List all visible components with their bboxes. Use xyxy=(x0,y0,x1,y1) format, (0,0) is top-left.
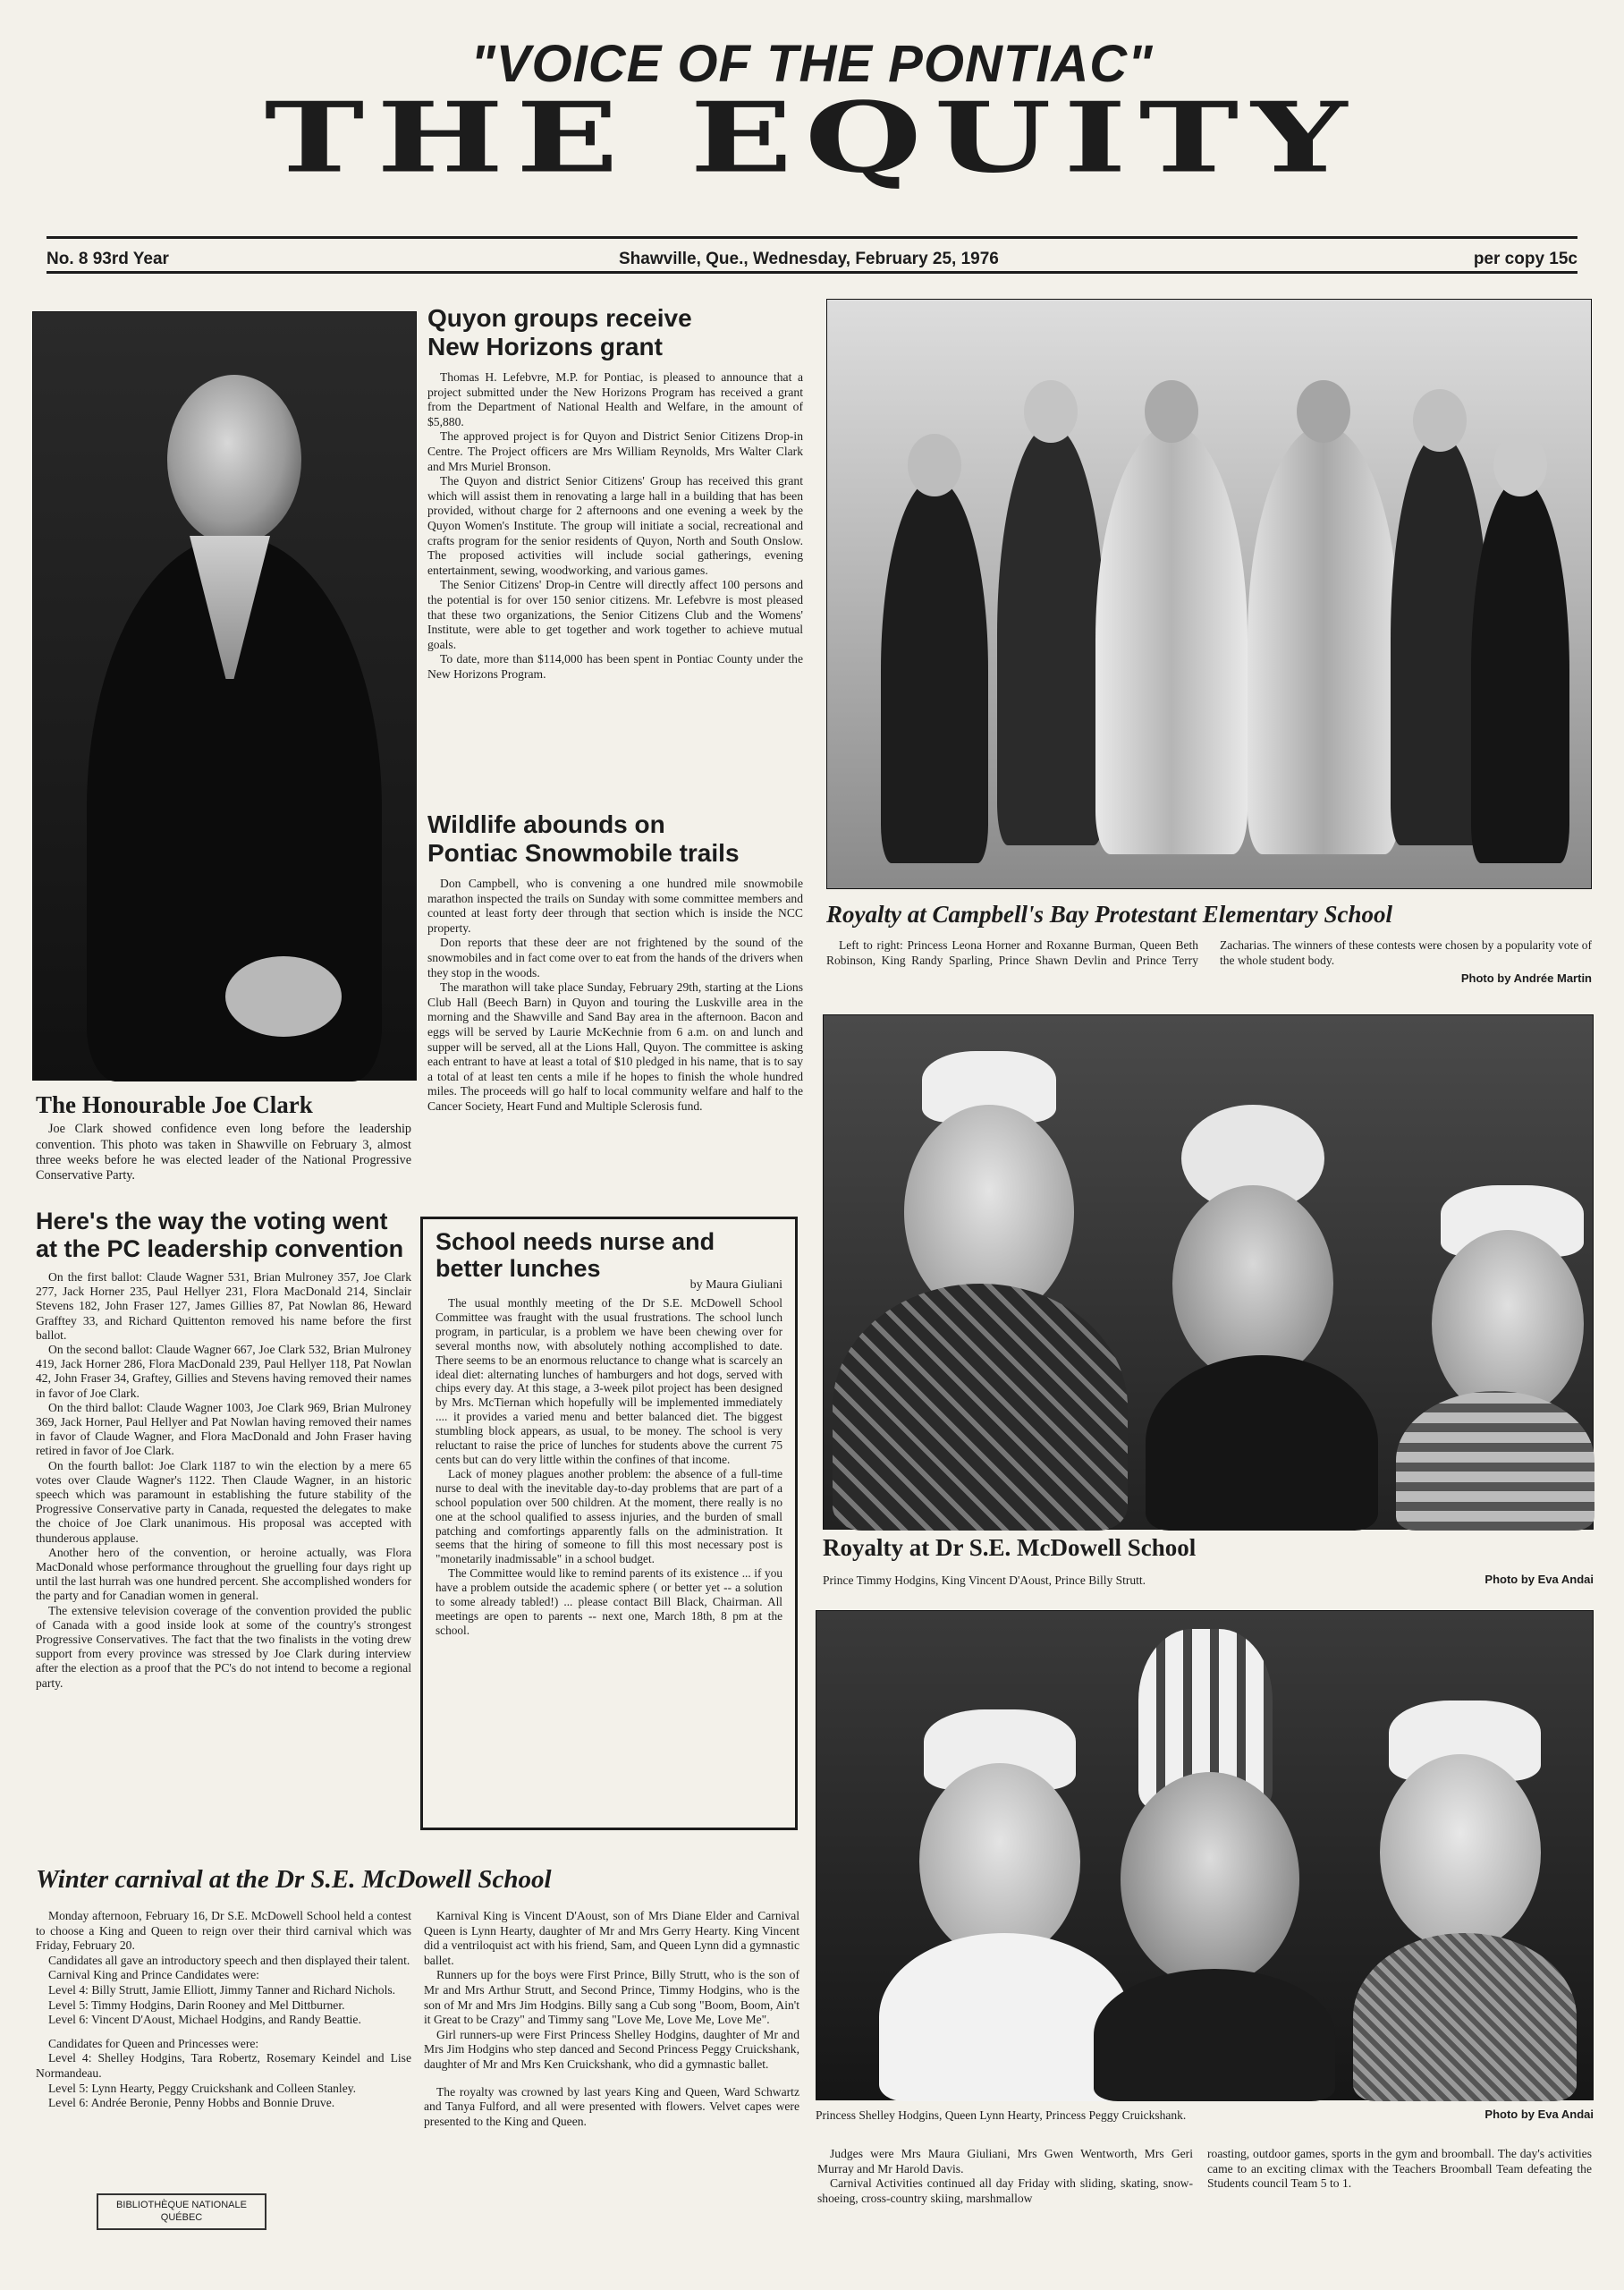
campbells-bay-headline: Royalty at Campbell's Bay Protestant Elementary School xyxy=(826,901,1392,928)
clark-article xyxy=(36,1091,411,1184)
masthead-rule-bottom xyxy=(47,271,1577,274)
carnival-col-2: Karnival King is Vincent D'Aoust, son of Mrs Diane Elder and Carnival Queen is Lynn Hearty, daughter of Mr and Mrs Gerry Hearty. King Vincent did a ventriloquist act with his friend, Sam, and Queen Lynn did a gymnastic ballet. Runners up for the boys were First Prince, Billy Strutt, who is the son of Mr and Mrs Arthur Strutt, and Second Prince, Timmy Hodgins, who is the son of Mr and Mrs Jim Hodgins. Billy sang a Cub song "Boom, Boom, Ain't it Great to be Crazy" and Timmy sang "Love Me, Love Me, Love Me". Girl runners-up were First Princess Shelley Hodgins, daughter of Mr and Mrs Jim Hodgins who step danced and Second Princess Peggy Cruickshank, daughter of Mr and Mrs Ken Cruickshank, who did a gymnastic ballet. The royalty was crowned by last years King and Queen, Ward Schwartz and Tanya Fulford, and all were presented with flowers. Velvet capes were presented to the King and Queen. xyxy=(424,1909,799,2128)
masthead-title: THE EQUITY xyxy=(264,81,1360,195)
voting-article xyxy=(36,1208,411,1691)
carnival-col-3: Judges were Mrs Maura Giuliani, Mrs Gwen Wentworth, Mrs Geri Murray and Mr Harold Davis. Carnival Activities continued all day Friday with sliding, skating, snow-shoeing, cross-country skiing, marshmallow xyxy=(817,2147,1193,2205)
nurse-byline: by Maura Giuliani xyxy=(689,1278,782,1292)
voting-body: On the first ballot: Claude Wagner 531, Brian Mulroney 357, Joe Clark 277, Jack Horner 235, Paul Hellyer 231, Flora MacDonald 214, Sinclair Stevens 182, John Fraser 127, James Gillies 87, Pat Nowlan 86, Heward Grafftey 33, and Richard Quittenton removed his name before the first ballot. On the second ballot: Claude Wagner 667, Joe Clark 532, Brian Mulroney 419, Jack Horner 286, Flora MacDonald 239, Paul Hellyer 118, Pat Nowlan 42, John Fraser 34, Graftey, Gillies and Stevens having removed their names in favor of Joe Clark. On the third ballot: Claude Wagner 1003, Joe Clark 969, Brian Mulroney 369, Jack Horner, Paul Hellyer and Pat Nowlan having removed their names in favor of Claude Wagner, and Flora MacDonald and John Fraser having retired in favor of Joe Clark. On the fourth ballot: Joe Clark 1187 to win the election by a mere 65 votes over Claude Wagner's 1122. Then Claude Wagner, in an historic speech which was paramount in establishing the future stability of the Progressive Conservative party in Canada, requested the delegates to make the choice of Joe Clark unanimous. His proposal was accepted with thunderous applause. Another hero of the convention, or heroine actually, was Flora MacDonald whose performance throughout the gruelling four days right up until the last hurrah was one hundred percent. She accomplished wonders for the party and for Canadian women in general. The extensive television coverage of the convention provided the public of Canada with a good inside look at some of the country's strongest Progressive Conservatives. The fact that the two finalists in the voting drew support from every province was stressed by Joe Clark during interview after the election as a proof that the PC's do not intend to become a regional party. xyxy=(36,1270,411,1690)
quyon-article xyxy=(427,304,803,682)
princess-caption-block xyxy=(816,2108,1594,2125)
campbells-bay-royalty-photo xyxy=(826,299,1592,889)
mcdowell-boys-photo xyxy=(823,1014,1594,1530)
mcdowell-credit: Photo by Eva Andai xyxy=(1484,1572,1594,1586)
wildlife-headline: Wildlife abounds on Pontiac Snowmobile trails xyxy=(427,810,740,867)
stamp-line-2: QUÉBEC xyxy=(160,2212,203,2224)
masthead-rule-top xyxy=(47,236,1577,239)
nurse-article-box xyxy=(420,1217,798,1830)
masthead-slogan: "VOICE OF THE PONTIAC" xyxy=(470,35,1154,93)
princess-caption: Princess Shelley Hodgins, Queen Lynn Hearty, Princess Peggy Cruickshank. xyxy=(816,2108,1187,2122)
joe-clark-photo xyxy=(32,311,417,1081)
place-date: Shawville, Que., Wednesday, February 25, 1976 xyxy=(619,250,999,268)
quyon-headline: Quyon groups receive New Horizons grant xyxy=(427,304,692,360)
nurse-body: The usual monthly meeting of the Dr S.E. McDowell School Committee was fraught with the usual frustrations. The school lunch program, in particular, is a problem we have been chewing over for several months now, with absolutely nothing accomplished to date. There seems to be an enormous reluctance to change what is scarcely an ideal diet: alternating lunches of hamburgers and hot dogs, served with chips every day. At this stage, a 3-week pilot project has been designed by Mrs. McTiernan which hopefully will be implemented immediately .... it provides a varied menu and better balanced diet. The biggest stumbling block appears, as usual, to be money. The school is very reluctant to raise the price of lunches for students above the current 75 cents but can do very little within the confines of that income. Lack of money plagues another problem: the absence of a full-time nurse to deal with the inevitable day-to-day problems that are part of a school population over 500 children. At the moment, there really is no one at the school qualified to assess injuries, and the burden of small patching and comfortings apparently falls on the administration. It seems that the hiring of someone to fill this most necessary post is "monetarily inadmissable" in a school budget. The Committee would like to remind parents of its existence ... if you have a problem outside the academic sphere ( or better yet -- a solution to some already tabled!) ... please contact Bill Black, Chairman. All meetings are open to parents -- next one, March 18th, 8 pm at the school. xyxy=(436,1296,782,1637)
carnival-col-4: roasting, outdoor games, sports in the gym and broomball. The day's activities came to an exciting climax with the Teachers Broomball Team defeating the Students council Team 5 to 1. xyxy=(1207,2147,1592,2191)
mcdowell-headline: Royalty at Dr S.E. McDowell School xyxy=(823,1534,1197,1561)
mcdowell-girls-photo xyxy=(816,1610,1594,2100)
nurse-headline: School needs nurse and better lunches xyxy=(436,1228,715,1282)
price: per copy 15c xyxy=(1473,250,1577,268)
library-stamp xyxy=(97,2193,266,2230)
campbells-bay-caption-block xyxy=(826,902,1592,985)
quyon-body: Thomas H. Lefebvre, M.P. for Pontiac, is pleased to announce that a project submitted under the New Horizons Program has received a grant from the Department of National Health and Welfare, in the amount of $5,880. The approved project is for Quyon and District Senior Citizens Drop-in Centre. The Project officers are Mrs William Reynolds, Mrs Walter Clark and Mrs Muriel Bronson. The Quyon and district Senior Citizens' Group has received this grant which will assist them in renovating a large hall in a building that has been provided, without charge for 2 afternoons and one evening a week by the Quyon Women's Institute. The group will initiate a social, recreational and crafts program for the senior residents of Quyon, North and South Onslow. The proposed activities will include social gatherings, evening entertainment, sewing, woodworking, and various games. The Senior Citizens' Drop-in Centre will directly affect 100 persons and the potential is for over 150 senior citizens. Mr. Lefebvre is most pleased that these two organizations, the Senior Citizens Club and the Womens' Institute, were able to get together and work together to achieve mutual goals. To date, more than $114,000 has been spent in Pontiac County under the New Horizons Program. xyxy=(427,370,803,681)
stamp-line-1: BIBLIOTHÈQUE NATIONALE xyxy=(116,2200,247,2210)
campbells-bay-caption: Left to right: Princess Leona Horner and Roxanne Burman, Queen Beth Robinson, King Randy Sparling, Prince Shawn Devlin and Prince Terry Zacharias. The winners of these contests were chosen by a popularity vote of the whole student body. xyxy=(826,937,1592,967)
carnival-headline: Winter carnival at the Dr S.E. McDowell School xyxy=(36,1865,552,1894)
clark-body: Joe Clark showed confidence even long before the leadership convention. This photo was taken in Shawville on February 3, almost three weeks before he was elected leader of the National Progressive Conservative Party. xyxy=(36,1122,411,1183)
carnival-col-1: Monday afternoon, February 16, Dr S.E. McDowell School held a contest to choose a King and Queen to reign over their third carnival which was Friday, February 20. Candidates all gave an introductory speech and then displayed their talent. Carnival King and Prince Candidates were: Level 4: Billy Strutt, Jamie Elliott, Jimmy Tanner and Richard Nichols. Level 5: Timmy Hodgins, Darin Rooney and Mel Dittburner. Level 6: Vincent D'Aoust, Michael Hodgins, and Randy Beattie. Candidates for Queen and Princesses were: Level 4: Shelley Hodgins, Tara Robertz, Rosemary Keindel and Lise Normandeau. Level 5: Lynn Hearty, Peggy Cruickshank and Colleen Stanley. Level 6: Andrée Beronie, Penny Hobbs and Bonnie Druve. xyxy=(36,1909,411,2110)
campbells-bay-credit: Photo by Andrée Martin xyxy=(1460,971,1592,985)
wildlife-body: Don Campbell, who is convening a one hundred mile snowmobile marathon inspected the trails on Sunday with some committee members and counted at least forty deer through that section which is inside the NCC property. Don reports that these deer are not frightened by the sound of the snowmobiles and in fact come over to eat from the hands of the drivers when they stop in the woods. The marathon will take place Sunday, February 29th, starting at the Lions Club Hall (Beech Barn) in Quyon and touring the Luskville area in the morning and the Shawville and Sand Bay area in the afternoon. Bacon and eggs will be served by Laurie McKechnie from 6 a.m. on and lunch and supper will be served, all at the Lions Hall, Quyon. The committee is asking each entrant to have at least a total of $10 pledged in his name, that is to say a total of at least ten cents a mile if he hopes to finish the whole hundred miles. The proceeds will go half to local community welfare and half to the Cancer Society, Heart Fund and Multiple Sclerosis fund. xyxy=(427,877,803,1113)
issue-number: No. 8 93rd Year xyxy=(47,250,169,268)
voting-headline: Here's the way the voting went at the PC leadership convention xyxy=(36,1208,404,1262)
clark-headline: The Honourable Joe Clark xyxy=(36,1091,313,1118)
mcdowell-caption: Prince Timmy Hodgins, King Vincent D'Aoust, Prince Billy Strutt. xyxy=(823,1573,1146,1587)
mcdowell-caption-block xyxy=(823,1535,1594,1590)
princess-credit: Photo by Eva Andai xyxy=(1484,2108,1594,2121)
wildlife-article xyxy=(427,810,803,1115)
